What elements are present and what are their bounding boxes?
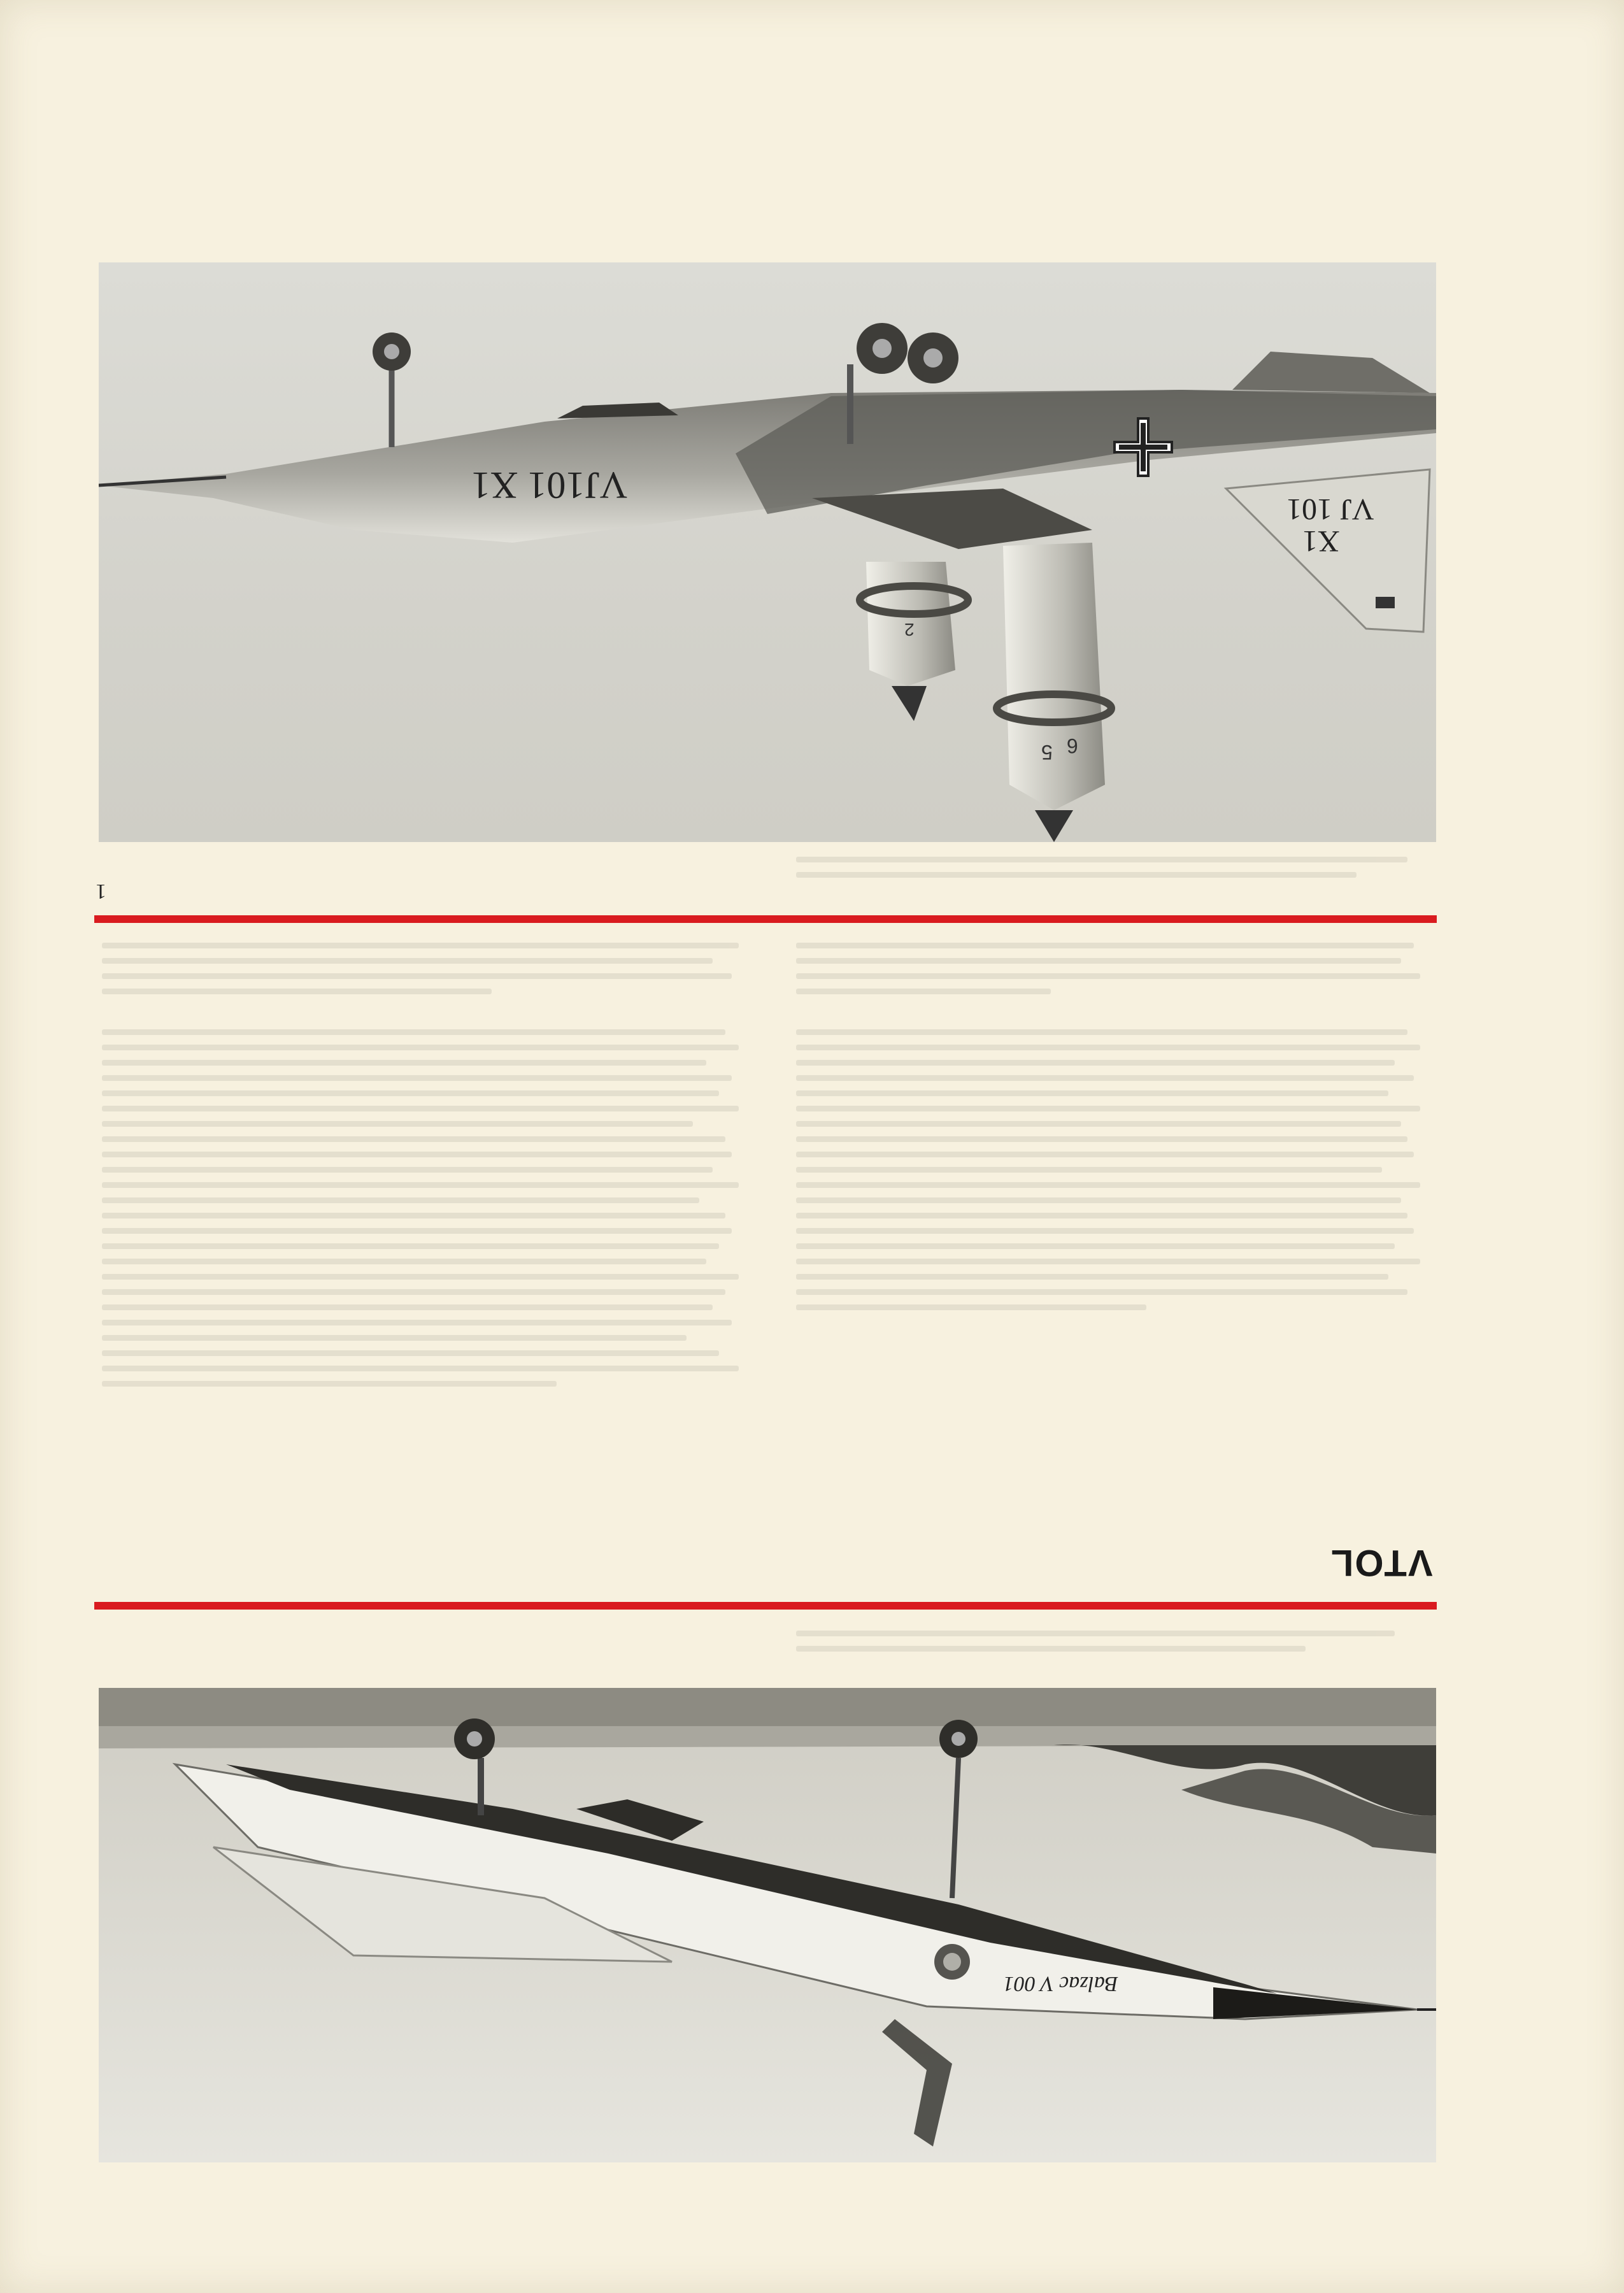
bleed-through-text-left bbox=[102, 943, 751, 1396]
section-title: VTOL bbox=[1330, 1542, 1433, 1583]
fin-marking-line2: X1 bbox=[1302, 524, 1340, 558]
fuselage-marking: VJ101 X1 bbox=[471, 464, 628, 506]
figure-number: 1 bbox=[96, 880, 106, 903]
bleed-through-caption-2 bbox=[796, 1631, 1433, 1661]
aircraft-photo-balzac bbox=[99, 1688, 1436, 2162]
balzac-illustration bbox=[99, 1688, 1436, 2162]
nose-marking: Balzac V 001 bbox=[1003, 1972, 1118, 1996]
red-divider-bottom bbox=[94, 1602, 1437, 1610]
nacelle-number-right-b: 6 bbox=[1067, 734, 1078, 757]
red-divider-top bbox=[94, 915, 1437, 923]
nacelle-number-left: 2 bbox=[904, 620, 915, 639]
nacelle-number-right-a: 5 bbox=[1041, 741, 1053, 764]
fin-marking-line1: VJ 101 bbox=[1286, 492, 1374, 526]
bleed-through-caption bbox=[796, 857, 1433, 887]
aircraft-photo-vj101 bbox=[99, 262, 1436, 842]
vj101-illustration bbox=[99, 262, 1436, 842]
right-nacelle-shape bbox=[1003, 543, 1105, 810]
dorsal-fin-shape bbox=[1232, 352, 1430, 393]
bleed-through-text-right bbox=[796, 943, 1433, 1320]
